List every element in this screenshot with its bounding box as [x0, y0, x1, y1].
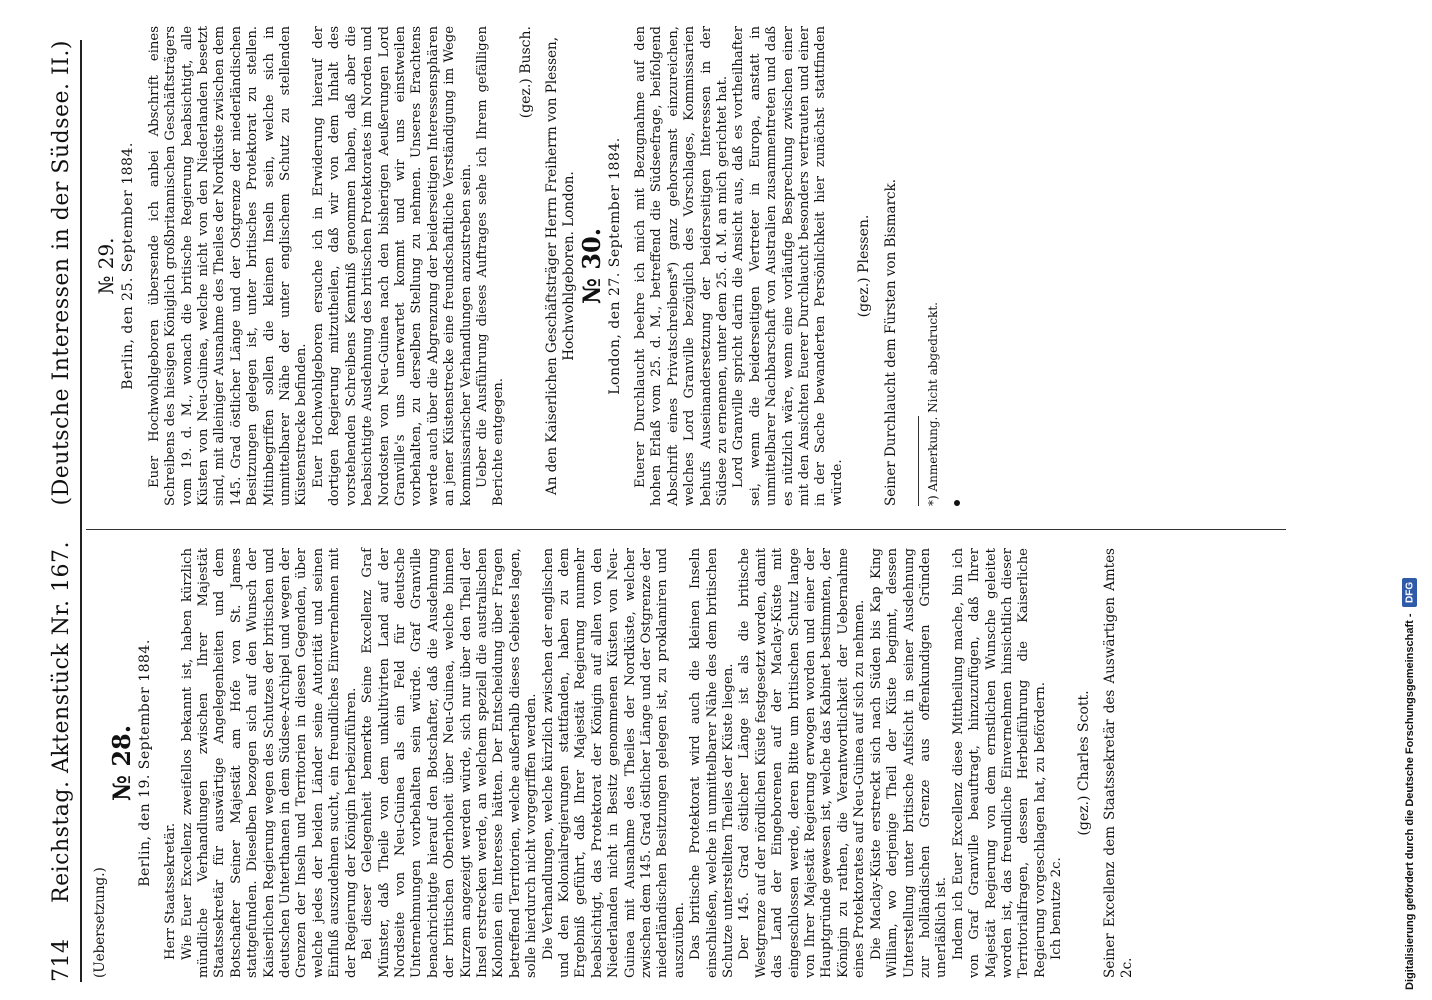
publication-title: Reichstag. Aktenstück Nr. 167.: [49, 541, 74, 903]
salutation: Herr Staatssekretär.: [163, 822, 179, 960]
addressee-30: Seiner Durchlaucht dem Fürsten von Bismarck.: [882, 178, 899, 506]
paragraph: Euer Hochwohlgeboren ersuche ich in Erwiderung hierauf der dortigen Regierung mitzutheilen, daß wir von dem Inhalt des vorstehenden Schreibens Kenntniß genommen haben, daß aber die beabsichtigte Ausdehnung des britischen Protektorates im Norden und Nordosten von Neu-Guinea nach den bisherigen Aeußerungen Lord Granville's uns unerwartet kommt und wir uns einstweilen vorbehalten, zu derselben Stellung zu nehmen. Unseres Erachtens werde auch über die Abgrenzung der beiderseitigen Interessensphären an jener Küstenstrecke eine freundschaftliche Verständigung im Wege kommissarischer Verhandlungen anzustreben sein.: [310, 26, 474, 506]
paragraph: Lord Granville spricht darin die Ansicht aus, daß es vortheilhafter sei, wenn die beiderseitigen Vertreter in Europa, anstatt in unmittelbarer Nachbarschaft von Australien zusammentreten und daß es nützlich wäre, wenn eine vorläufige Besprechung zwischen einer mit den Ansichten Euerer Durchlaucht besonders vertrauten und einer in der Sache bewanderten Persönlichkeit hier zunächst stattfinden würde.: [731, 26, 845, 506]
footnote-rule: [918, 416, 919, 506]
document-number-30: № 30.: [577, 227, 607, 305]
paragraph: Euerer Durchlaucht beehre ich mich mit Bezugnahme auf den hohen Erlaß vom 25. d. M., betreffend die Südseefrage, beifolgend Abschrift eines Privatschreibens*) ganz gehorsamst einzureichen, welches Lord Granville bezüglich des Vorschlages, Kommissarien behufs Auseinandersetzung der beiderseitigen Interessen in der Südsee zu ernennen, unter dem 25. d. M. an mich gerichtet hat.: [632, 26, 730, 506]
signature-plessen: (gez.) Plessen.: [856, 214, 873, 318]
ink-dot: [949, 26, 965, 506]
paragraph: Indem ich Euer Excellenz diese Mittheilung mache, bin ich von Graf Granville beauftragt, hinzuzufügen, daß Ihrer Majestät Regierung von dem ernstlichen Wunsche geleitet worden ist, das freundliche Einvernehmen hinsichtlich dieser Territorialfragen, dessen Herbeiführung die Kaiserliche Regierung vorgeschlagen hat, zu befördern.: [950, 548, 1048, 978]
page-header: [38, 40, 74, 982]
paragraph: Wie Euer Excellenz zweifellos bekannt ist, haben kürzlich mündliche Verhandlungen zwischen Ihrer Majestät Staatssekretär für auswärtige Angelegenheiten und dem Botschafter Seiner Majestät am Hofe von St. James stattgefunden. Dieselben bezogen sich auf den Wunsch der Kaiserlichen Regierung wegen des Schutzes der britischen und deutschen Unterthanen in dem Südsee-Archipel und wegen der Grenzen der Inseln und Territorien in diesen Gegenden, über welche jedes der beiden Länder seine Autorität und seinen Einfluß auszudehnen sucht, ein freundliches Einvernehmen mit der Regierung der Königin herbeizuführen.: [179, 548, 359, 978]
left-column: [92, 548, 1136, 978]
document-number-29: № 29.: [94, 237, 118, 295]
page-number: 714: [49, 938, 74, 982]
document-number-28: № 28.: [107, 724, 137, 802]
paragraph: Ueber die Ausführung dieses Auftrages sehe ich Ihrem gefälligen Berichte entgegen.: [474, 26, 507, 506]
signature-scott: (gez.) Charles Scott.: [1075, 690, 1092, 836]
addressee-28: Seiner Excellenz dem Staatssekretär des Auswärtigen Amtes 2c.: [1101, 548, 1135, 978]
paragraph: Bei dieser Gelegenheit bemerkte Seine Excellenz Graf Münster, daß Theile von dem unkultivirten Land auf der Nordseite von Neu-Guinea als ein Feld für deutsche Unternehmungen vorbehalten sein würde. Graf Granville benachrichtigte hierauf den Botschafter, daß die Ausdehnung der britischen Oberhoheit über Neu-Guinea, welche binnen Kurzem angezeigt werden würde, sich nur über den Theil der Insel erstrecken werde, an welchem speziell die australischen Kolonien ein Interesse hätten. Der Entscheidung über Fragen betreffend Territorien, welche außerhalb dieses Gebietes lagen, solle hierdurch nicht vorgegriffen werden.: [360, 548, 540, 978]
translation-label: (Uebersetzung.): [92, 867, 108, 978]
header-rule: [80, 40, 82, 982]
column-divider: [86, 529, 1286, 530]
dateline-29: Berlin, den 25. September 1884.: [120, 142, 137, 390]
digitization-credit: [1400, 10, 1420, 990]
paragraph: Die Maclay-Küste erstreckt sich nach Süden bis Kap King William, wo derjenige Theil der Küste beginnt, dessen Unterstellung unter britische Aufsicht in seiner Ausdehnung zur holländischen Grenze aus offenkundigen Gründen unerläßlich ist.: [868, 548, 950, 978]
section-title: (Deutsche Interessen in der Südsee. II.): [49, 40, 74, 506]
signature-busch: (gez.) Busch.: [517, 26, 534, 119]
paragraph: Euer Hochwohlgeboren übersende ich anbei Abschrift eines Schreibens des hiesigen Königlich großbritannischen Geschäftsträgers vom 19. d. M., wonach die britische Regierung beabsichtigt, alle Küsten von Neu-Guinea, welche nicht von den Niederlanden besetzt sind, mit alleiniger Ausnahme des Theiles der Nordküste zwischen dem 145. Grad östlicher Länge und der Ostgrenze der niederländischen Besitzungen gelegen ist, unter britisches Protektorat zu stellen. Mitinbegriffen sollen die kleinen Inseln sein, welche sich in unmittelbarer Nähe der unter englischem Schutz zu stellenden Küstenstrecke befinden.: [146, 26, 310, 506]
credit-text: Digitalisierung gefördert durch die Deutsche Forschungsgemeinschaft -: [1404, 613, 1416, 990]
paragraph: Der 145. Grad östlicher Länge ist als die britische Westgrenze auf der nördlichen Küste festgesetzt worden, damit das Land der Eingeborenen auf der Maclay-Küste mit eingeschlossen werde, deren Bitte um britischen Schutz lange von Ihrer Majestät Regierung erwogen worden und einer der Hauptgründe gewesen ist, welche das Kabinet bestimmten, der Königin zu rathen, die Verantwortlichkeit der Uebernahme eines Protektorates auf Neu-Guinea auf sich zu nehmen.: [737, 548, 868, 978]
footnote: *) Anmerkung. Nicht abgedruckt.: [925, 302, 940, 506]
right-column: [92, 26, 965, 506]
paragraph: Die Verhandlungen, welche kürzlich zwischen der englischen und den Kolonialregierungen stattfanden, haben zu dem Ergebniß geführt, daß Ihrer Majestät Regierung nunmehr beabsichtigt, das Protektorat der Königin auf allen von den Niederlanden nicht in Besitz genommenen Küsten von Neu-Guinea mit Ausnahme des Theiles der Nordküste, welcher zwischen dem 145. Grad östlicher Länge und der Ostgrenze der niederländischen Besitzungen gelegen ist, zu proklamiren und auszuüben.: [540, 548, 687, 978]
dateline-30: London, den 27. September 1884.: [606, 137, 623, 395]
addressee-29: An den Kaiserlichen Geschäftsträger Herrn Freiherrn von Plessen, Hochwohlgeboren. London.: [544, 36, 578, 496]
paragraph: Das britische Protektorat wird auch die kleinen Inseln einschließen, welche in unmittelbarer Nähe des dem britischen Schutze unterstellten Theiles der Küste liegen.: [688, 548, 737, 978]
dfg-logo-icon: DFG: [1403, 578, 1418, 607]
paragraph: Ich benutze 2c.: [1049, 857, 1065, 960]
dateline-28: Berlin, den 19. September 1884.: [136, 639, 153, 887]
